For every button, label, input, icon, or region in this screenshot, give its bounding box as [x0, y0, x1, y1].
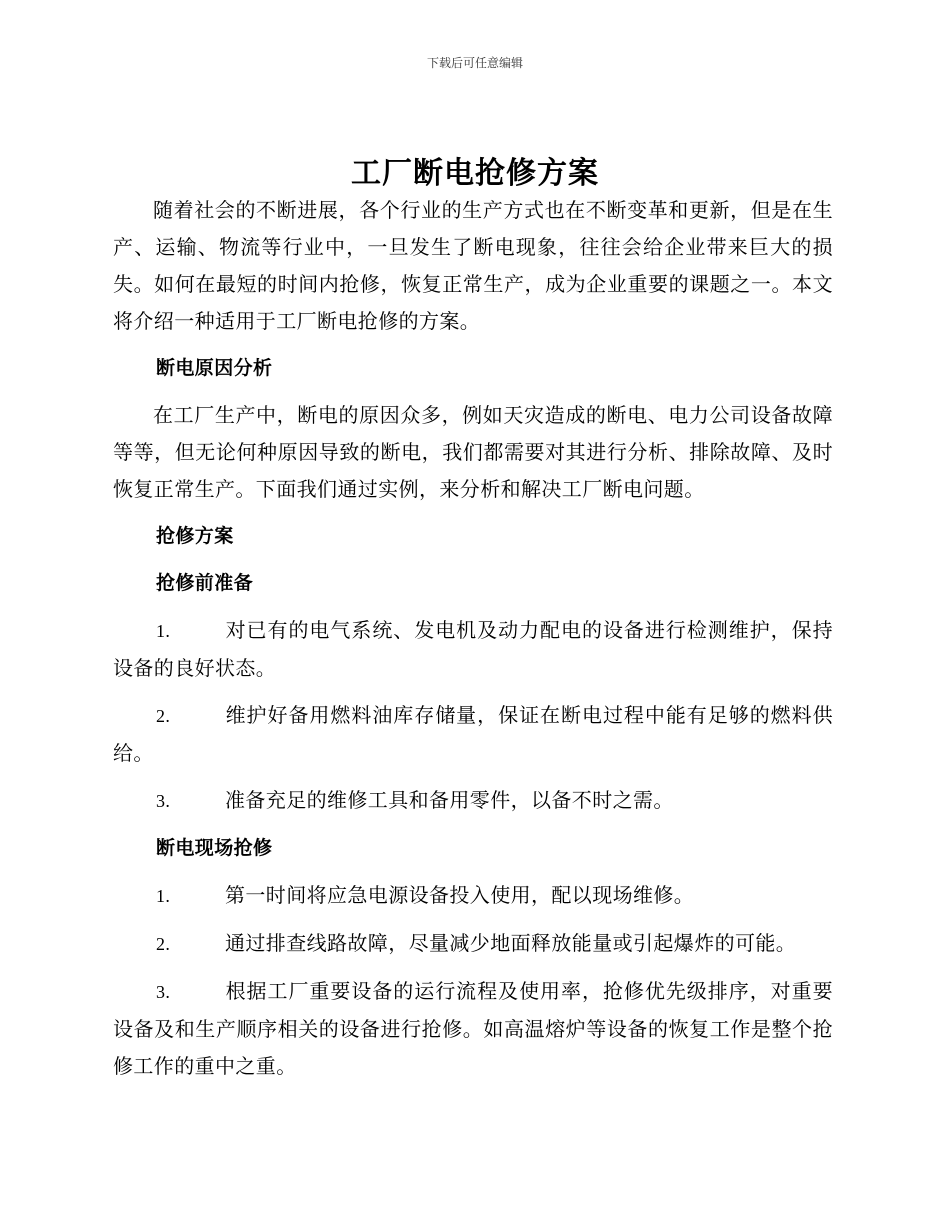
list-number: 2. [156, 706, 171, 726]
list-number: 2. [156, 934, 171, 954]
list-item-text: 准备充足的维修工具和备用零件，以备不时之需。 [225, 788, 674, 812]
document-title: 工厂断电抢修方案 [351, 156, 599, 191]
section-heading-onsite-repair: 断电现场抢修 [156, 837, 273, 859]
intro-paragraph: 随着社会的不断进展，各个行业的生产方式也在不断变革和更新，但是在生产、运输、物流等行业中，一旦发生了断电现象，往往会给企业带来巨大的损失。如何在最短的时间内抢修，恢复正常生产，成为企业重要的课题之一。本文将介绍一种适用于工厂断电抢修的方案。 [113, 198, 833, 333]
list-item-text: 根据工厂重要设备的运行流程及使用率，抢修优先级排序，对重要设备及和生产顺序相关的设备进行抢修。如高温熔炉等设备的恢复工作是整个抢修工作的重中之重。 [113, 979, 833, 1078]
list-item [113, 973, 833, 1085]
list-number: 1. [156, 621, 171, 641]
cause-analysis-paragraph: 在工厂生产中，断电的原因众多，例如天灾造成的断电、电力公司设备故障等等，但无论何种原因导致的断电，我们都需要对其进行分析、排除故障、及时恢复正常生产。下面我们通过实例，来分析和解决工厂断电问题。 [113, 403, 833, 501]
list-item [113, 697, 833, 772]
list-number: 3. [156, 982, 171, 1002]
section-heading-repair-plan: 抢修方案 [156, 525, 234, 547]
list-item [113, 877, 833, 915]
list-item-text: 第一时间将应急电源设备投入使用，配以现场维修。 [225, 883, 695, 907]
section-heading-cause-analysis: 断电原因分析 [156, 357, 273, 379]
list-item [113, 612, 833, 687]
list-item-text: 通过排查线路故障，尽量减少地面释放能量或引起爆炸的可能。 [225, 931, 797, 955]
list-item-text: 维护好备用燃料油库存储量，保证在断电过程中能有足够的燃料供给。 [113, 703, 833, 765]
list-number: 1. [156, 886, 171, 906]
header-note: 下载后可任意编辑 [426, 56, 523, 70]
section-heading-preparation: 抢修前准备 [156, 572, 254, 594]
list-number: 3. [156, 791, 171, 811]
document-body [113, 192, 833, 1095]
list-item [113, 925, 833, 963]
list-item [113, 782, 833, 820]
list-item-text: 对已有的电气系统、发电机及动力配电的设备进行检测维护，保持设备的良好状态。 [113, 618, 833, 680]
